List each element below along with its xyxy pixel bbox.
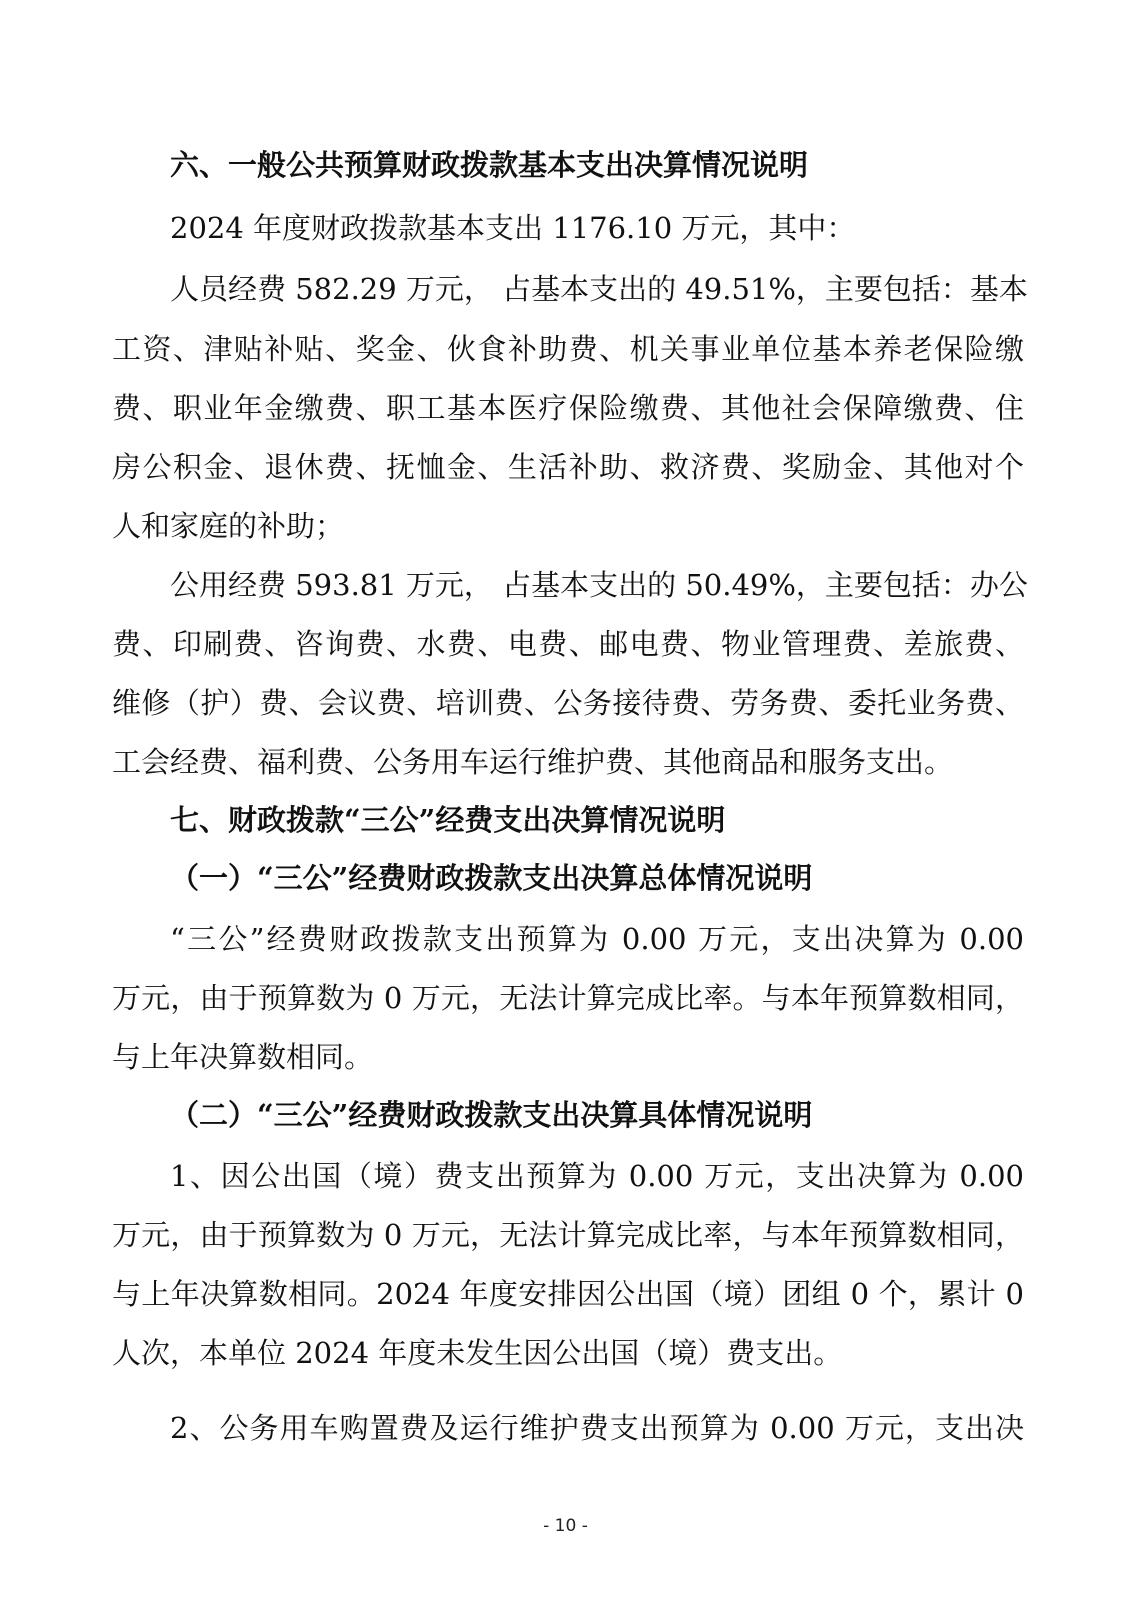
s7-2-item1-line-3: 与上年决算数相同。2024 年度安排因公出国（境）团组 0 个，累计 0 [112, 1277, 1024, 1311]
s6-personnel-line-1: 人员经费 582.29 万元， 占基本支出的 49.51%，主要包括：基本 [170, 272, 1028, 306]
s6-personnel-line-5: 人和家庭的补助； [112, 509, 345, 543]
s7-2-item2-line-1: 2、公务用车购置费及运行维护费支出预算为 0.00 万元，支出决 [170, 1411, 1024, 1445]
s6-public-line-2: 费、印刷费、咨询费、水费、电费、邮电费、物业管理费、差旅费、 [112, 627, 1024, 661]
section-6-heading: 六、一般公共预算财政拨款基本支出决算情况说明 [170, 148, 809, 182]
s6-basic-expenditure-line: 2024 年度财政拨款基本支出 1176.10 万元，其中： [170, 211, 856, 245]
s6-public-line-4: 工会经费、福利费、公务用车运行维护费、其他商品和服务支出。 [112, 745, 954, 779]
s6-personnel-line-2: 工资、津贴补贴、奖金、伙食补助费、机关事业单位基本养老保险缴 [112, 332, 1024, 366]
s6-personnel-line-4: 房公积金、退休费、抚恤金、生活补助、救济费、奖励金、其他对个 [112, 450, 1024, 484]
s7-2-item1-line-4: 人次，本单位 2024 年度未发生因公出国（境）费支出。 [112, 1336, 843, 1370]
s7-1-line-2: 万元，由于预算数为 0 万元，无法计算完成比率。与本年预算数相同， [112, 981, 1024, 1015]
s6-public-line-3: 维修（护）费、会议费、培训费、公务接待费、劳务费、委托业务费、 [112, 686, 1024, 720]
page-number: - 10 - [543, 1516, 588, 1536]
s7-1-line-1: “三公”经费财政拨款支出预算为 0.00 万元，支出决算为 0.00 [170, 922, 1024, 956]
s7-1-line-3: 与上年决算数相同。 [112, 1040, 374, 1074]
s7-2-item1-line-1: 1、因公出国（境）费支出预算为 0.00 万元，支出决算为 0.00 [170, 1159, 1024, 1193]
s6-personnel-line-3: 费、职业年金缴费、职工基本医疗保险缴费、其他社会保障缴费、住 [112, 391, 1024, 425]
s7-2-item1-line-2: 万元，由于预算数为 0 万元，无法计算完成比率，与本年预算数相同， [112, 1218, 1024, 1252]
section-7-2-heading: （二）“三公”经费财政拨款支出决算具体情况说明 [170, 1098, 813, 1132]
section-7-1-heading: （一）“三公”经费财政拨款支出决算总体情况说明 [170, 861, 813, 895]
s6-public-line-1: 公用经费 593.81 万元， 占基本支出的 50.49%，主要包括：办公 [170, 568, 1028, 602]
section-7-heading: 七、财政拨款“三公”经费支出决算情况说明 [170, 803, 726, 837]
